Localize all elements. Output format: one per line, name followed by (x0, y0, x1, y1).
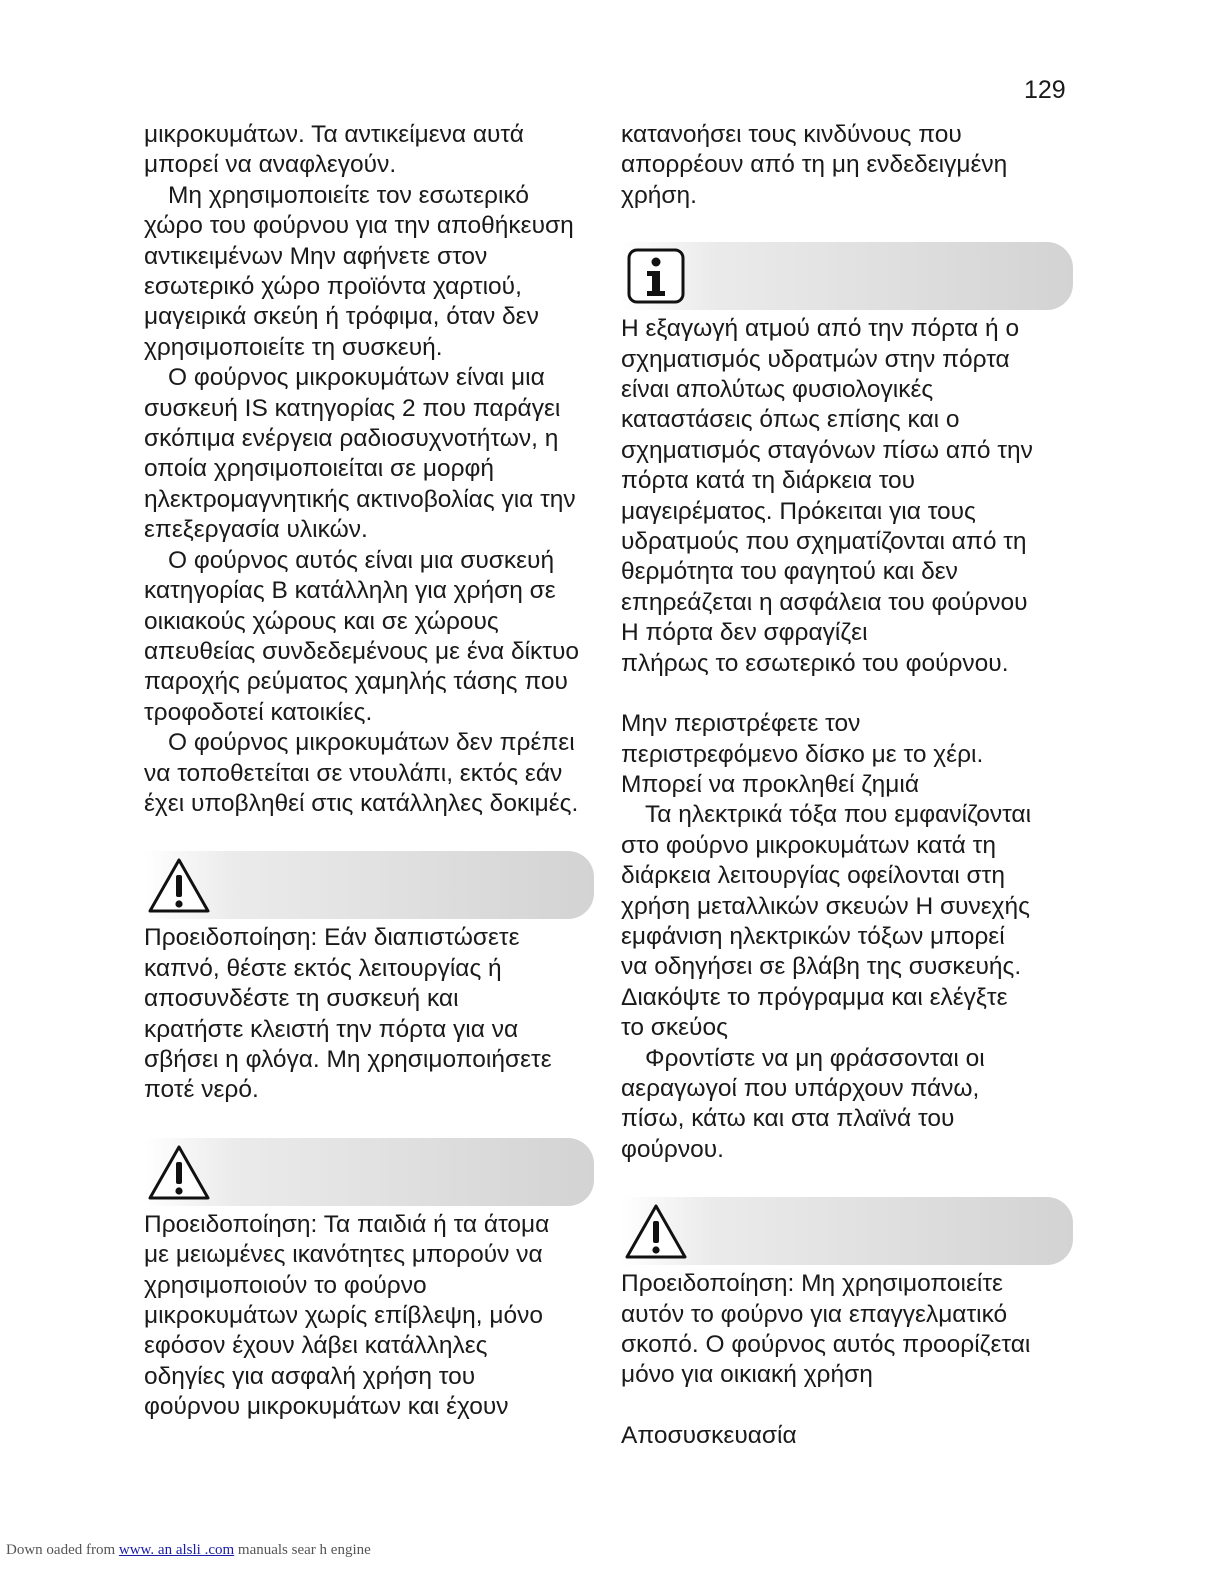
page-number: 129 (1024, 76, 1066, 104)
footer-link[interactable]: www. an alsli .com (118, 1542, 235, 1558)
section-heading: Αποσυσκευασία (621, 1421, 797, 1449)
paragraph: μικροκυμάτων. Τα αντικείμενα αυτά μπορεί να αναφλεγούν. (144, 121, 524, 179)
paragraph: Ο φούρνος μικροκυμάτων δεν πρέπει να τοποθετείται σε ντουλάπι, εκτός εάν έχει υποβληθεί στις κατάλληλες δοκιμές. (144, 729, 579, 817)
right-column (621, 120, 1073, 1451)
download-footer (6, 1542, 371, 1559)
left-column (144, 120, 594, 1423)
warning-banner (621, 1197, 1073, 1265)
info-icon (623, 246, 689, 306)
footer-prefix: Down oaded from (6, 1542, 119, 1558)
paragraph: Ο φούρνος μικροκυμάτων είναι μια συσκευή IS κατηγορίας 2 που παράγει σκόπιμα ενέργεια ραδιοσυχνοτήτων, η οποία χρησιμοποιείται σε μορφή ηλεκτρομαγνητικής ακτινοβολίας για την επεξεργασία υλικών. (144, 364, 576, 544)
paragraph: Φροντίστε να μη φράσσονται οι αεραγωγοί που υπάρχουν πάνω, πίσω, κάτω και στα πλαϊνά του φούρνου. (621, 1044, 985, 1163)
paragraph: Ο φούρνος αυτός είναι μια συσκευή κατηγορίας B κατάλληλη για χρήση σε οικιακούς χώρους και σε χώρους απευθείας συνδεδεμένους με ένα δίκτυο παροχής ρεύματος χαμηλής τάσης που τροφοδοτεί κατοικίες. (144, 546, 579, 726)
warning-banner (144, 1138, 594, 1206)
footer-suffix: manuals sear h engine (234, 1542, 371, 1558)
paragraph: Τα ηλεκτρικά τόξα που εμφανίζονται στο φούρνο μικροκυμάτων κατά τη διάρκεια λειτουργίας οφείλονται στη χρήση μεταλλικών σκευών Η συνεχής εμφάνιση ηλεκτρικών τόξων μπορεί να οδηγήσει σε βλάβη της συσκευής. Διακόψτε το πρόγραμμα και ελέγξτε το σκεύος (621, 801, 1032, 1042)
warning-text: Προειδοποίηση: Εάν διαπιστώσετε καπνό, θέστε εκτός λειτουργίας ή αποσυνδέστε τη συσκευή και κρατήστε κλειστή την πόρτα για να σβήσει η φλόγα. Μη χρησιμοποιήσετε ποτέ νερό. (144, 924, 552, 1104)
paragraph: κατανοήσει τους κινδύνους που απορρέουν από τη μη ενδεδειγμένη χρήση. (621, 121, 1008, 209)
paragraph: Μην περιστρέφετε τον περιστρεφόμενο δίσκο με το χέρι. Μπορεί να προκληθεί ζημιά (621, 710, 984, 798)
warning-triangle-icon (146, 1142, 212, 1202)
warning-text: Προειδοποίηση: Μη χρησιμοποιείτε αυτόν το φούρνο για επαγγελματικό σκοπό. Ο φούρνος αυτός προορίζεται μόνο για οικιακή χρήση (621, 1270, 1031, 1389)
info-text: Η εξαγωγή ατμού από την πόρτα ή ο σχηματισμός υδρατμών στην πόρτα είναι απολύτως φυσιολογικές καταστάσεις όπως επίσης και ο σχηματισμός σταγόνων πίσω από την πόρτα κατά τη διάρκεια του μαγειρέματος. Πρόκειται για τους υδρατμούς που σχηματίζονται από τη θερμότητα του φαγητού και δεν επηρεάζεται η ασφάλεια του φούρνου Η πόρτα δεν σφραγίζει πλήρως το εσωτερικό του φούρνου. (621, 315, 1033, 677)
warning-banner (144, 851, 594, 919)
paragraph: Μη χρησιμοποιείτε τον εσωτερικό χώρο του φούρνου για την αποθήκευση αντικειμένων Μην αφήνετε στον εσωτερικό χώρο προϊόντα χαρτιού, μαγειρικά σκεύη ή τρόφιμα, όταν δεν χρησιμοποιείτε τη συσκευή. (144, 181, 574, 361)
warning-triangle-icon (623, 1201, 689, 1261)
info-banner (621, 242, 1073, 310)
warning-triangle-icon (146, 855, 212, 915)
warning-text: Προειδοποίηση: Τα παιδιά ή τα άτομα με μειωμένες ικανότητες μπορούν να χρησιμοποιούν το φούρνο μικροκυμάτων χωρίς επίβλεψη, μόνο εφόσον έχουν λάβει κατάλληλες οδηγίες για ασφαλή χρήση του φούρνου μικροκυμάτων και έχουν (144, 1210, 550, 1421)
